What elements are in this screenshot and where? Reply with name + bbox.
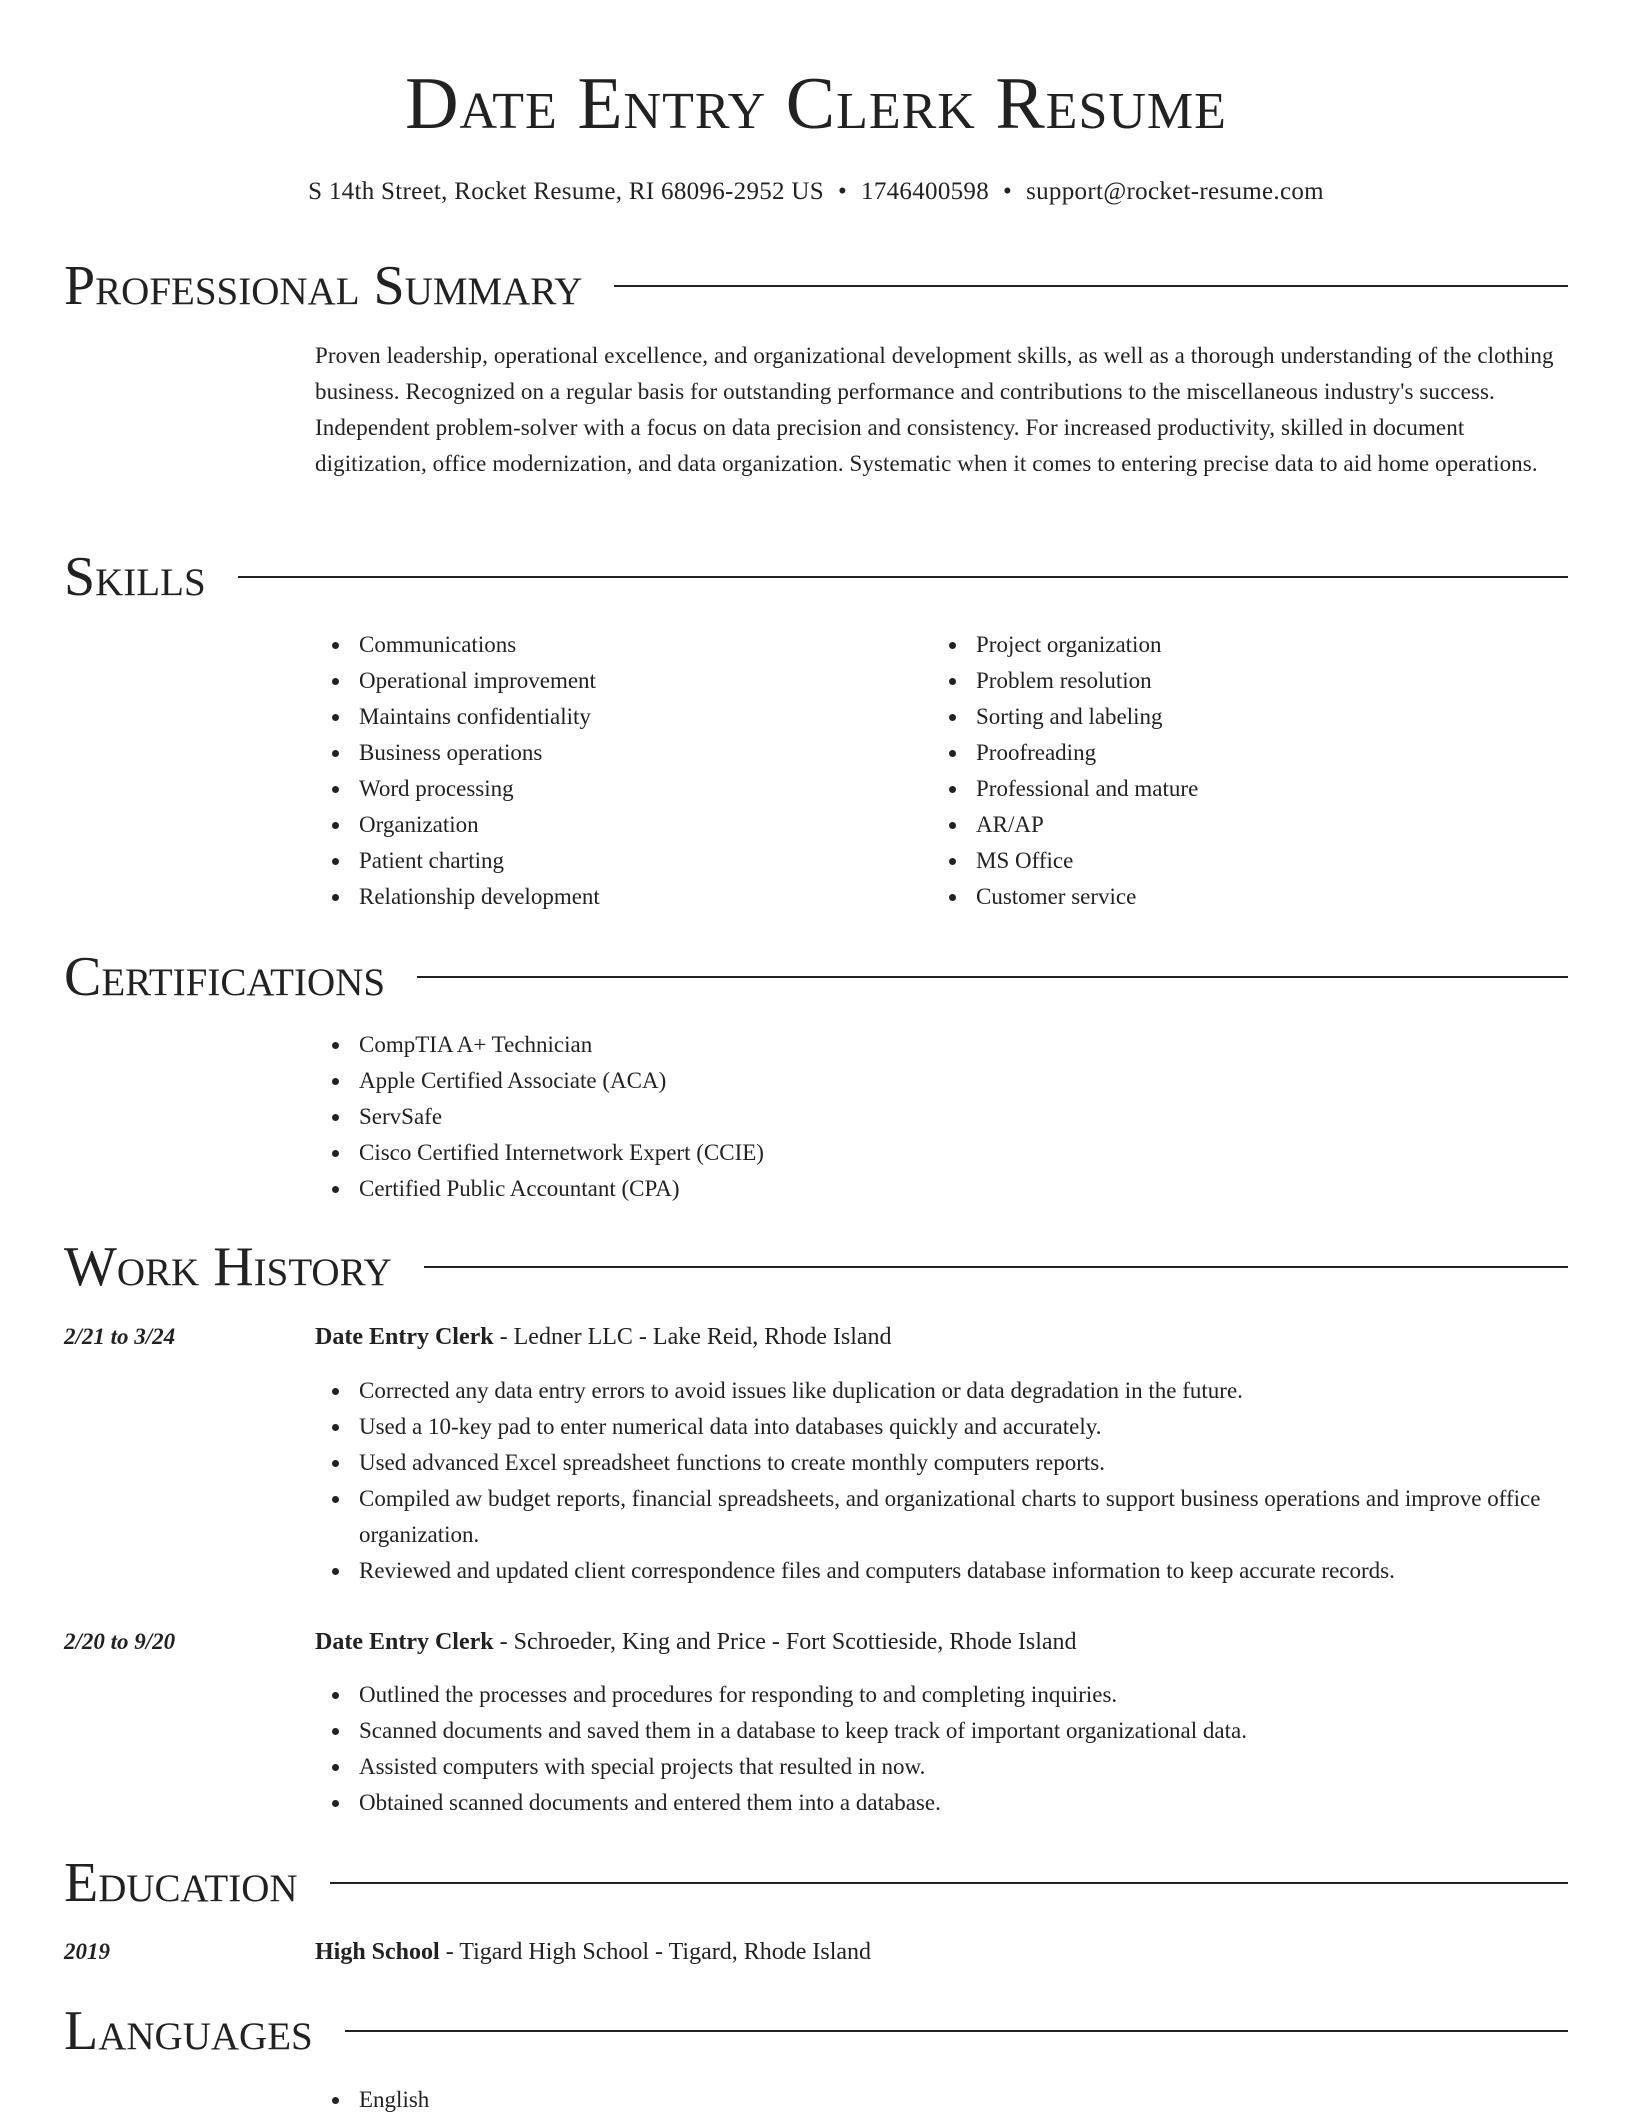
skill-item: Project organization bbox=[932, 627, 1549, 663]
section-divider bbox=[614, 285, 1568, 287]
skill-item: Maintains confidentiality bbox=[315, 699, 932, 735]
resume-name: Date Entry Clerk Resume bbox=[405, 63, 1227, 145]
skill-item: Operational improvement bbox=[315, 663, 932, 699]
section-title-education: Education bbox=[64, 1852, 298, 1914]
contact-line bbox=[64, 176, 1568, 208]
education-details: - Tigard High School - Tigard, Rhode Island bbox=[439, 1939, 872, 1965]
section-title-work: Work History bbox=[64, 1236, 392, 1298]
skill-item: Word processing bbox=[315, 771, 932, 807]
job-duties-list bbox=[315, 1373, 1568, 1589]
skill-item: AR/AP bbox=[932, 807, 1549, 843]
certification-item: Apple Certified Associate (ACA) bbox=[315, 1063, 1568, 1099]
skill-item: Business operations bbox=[315, 735, 932, 771]
languages-list bbox=[315, 2082, 1568, 2118]
job-role: Date Entry Clerk bbox=[315, 1324, 494, 1350]
section-divider bbox=[330, 1882, 1568, 1884]
contact-email: support@rocket-resume.com bbox=[1026, 178, 1324, 205]
skill-item: Relationship development bbox=[315, 879, 932, 915]
resume-page bbox=[64, 0, 1568, 2112]
section-divider bbox=[345, 2030, 1568, 2032]
certification-item: Cisco Certified Internetwork Expert (CCIE) bbox=[315, 1135, 1568, 1171]
job-title-line bbox=[315, 1319, 1568, 1355]
job-duty-item: Scanned documents and saved them in a database to keep track of important organizational data. bbox=[315, 1713, 1568, 1749]
contact-separator: • bbox=[1003, 178, 1013, 205]
job-role: Date Entry Clerk bbox=[315, 1629, 494, 1655]
skills-section-header bbox=[64, 545, 1568, 609]
job-details: - Ledner LLC - Lake Reid, Rhode Island bbox=[493, 1324, 892, 1350]
contact-phone: 1746400598 bbox=[861, 178, 990, 205]
skill-item: Sorting and labeling bbox=[932, 699, 1549, 735]
contact-address: S 14th Street, Rocket Resume, RI 68096-2952 US bbox=[308, 178, 824, 205]
skills-list bbox=[315, 627, 1568, 915]
work-section-header bbox=[64, 1235, 1568, 1299]
section-divider bbox=[417, 976, 1568, 978]
education-section-header bbox=[64, 1851, 1568, 1915]
job-duty-item: Reviewed and updated client correspondence files and computers database information to keep accurate records. bbox=[315, 1553, 1568, 1589]
job-duty-item: Used a 10-key pad to enter numerical data into databases quickly and accurately. bbox=[315, 1409, 1568, 1445]
skill-item: Communications bbox=[315, 627, 932, 663]
job-duty-item: Compiled aw budget reports, financial spreadsheets, and organizational charts to support business operations and improve office organization. bbox=[315, 1481, 1568, 1553]
job-dates: 2/21 to 3/24 bbox=[64, 1324, 176, 1349]
skill-item: Professional and mature bbox=[932, 771, 1549, 807]
job-details: - Schroeder, King and Price - Fort Scottieside, Rhode Island bbox=[493, 1629, 1077, 1655]
job-duty-item: Outlined the processes and procedures for responding to and completing inquiries. bbox=[315, 1677, 1568, 1713]
certifications-list bbox=[315, 1027, 1568, 1207]
certification-item: ServSafe bbox=[315, 1099, 1568, 1135]
job-duty-item: Corrected any data entry errors to avoid issues like duplication or data degradation in the future. bbox=[315, 1373, 1568, 1409]
job-dates: 2/20 to 9/20 bbox=[64, 1629, 176, 1654]
skill-item: Proofreading bbox=[932, 735, 1549, 771]
summary-text: Proven leadership, operational excellence, and organizational development skills, as well as a thorough understanding of the clothing business. Recognized on a regular basis for outstanding performance and contributions to the miscellaneous industry's success. Independent problem-solver with a focus on data precision and consistency. For increased productivity, skilled in document digitization, office modernization, and data organization. Systematic when it comes to entering precise data to aid home operations. bbox=[315, 343, 1554, 476]
skill-item: Problem resolution bbox=[932, 663, 1549, 699]
section-title-skills: Skills bbox=[64, 546, 206, 608]
job-duty-item: Used advanced Excel spreadsheet functions to create monthly computers reports. bbox=[315, 1445, 1568, 1481]
skills-column-right bbox=[932, 627, 1549, 915]
summary-section-header bbox=[64, 254, 1568, 318]
job-duties-list bbox=[315, 1677, 1568, 1821]
skill-item: Patient charting bbox=[315, 843, 932, 879]
section-divider bbox=[238, 576, 1568, 578]
certification-item: CompTIA A+ Technician bbox=[315, 1027, 1568, 1063]
skill-item: Organization bbox=[315, 807, 932, 843]
certifications-section-header bbox=[64, 945, 1568, 1009]
job-duty-item: Assisted computers with special projects that resulted in now. bbox=[315, 1749, 1568, 1785]
section-title-languages: Languages bbox=[64, 2000, 313, 2062]
section-divider bbox=[424, 1266, 1568, 1268]
skill-item: Customer service bbox=[932, 879, 1549, 915]
certification-item: Certified Public Accountant (CPA) bbox=[315, 1171, 1568, 1207]
job-duty-item: Obtained scanned documents and entered them into a database. bbox=[315, 1785, 1568, 1821]
job-title-line bbox=[315, 1624, 1568, 1660]
education-year: 2019 bbox=[64, 1939, 110, 1964]
education-line bbox=[315, 1934, 1568, 1970]
contact-separator: • bbox=[837, 178, 848, 205]
languages-section-header bbox=[64, 1999, 1568, 2063]
skill-item: MS Office bbox=[932, 843, 1549, 879]
education-degree: High School bbox=[315, 1939, 440, 1965]
section-title-certifications: Certifications bbox=[64, 946, 386, 1008]
language-item: English bbox=[315, 2082, 1568, 2118]
skills-column-left bbox=[315, 627, 932, 915]
section-title-summary: Professional Summary bbox=[64, 255, 583, 317]
